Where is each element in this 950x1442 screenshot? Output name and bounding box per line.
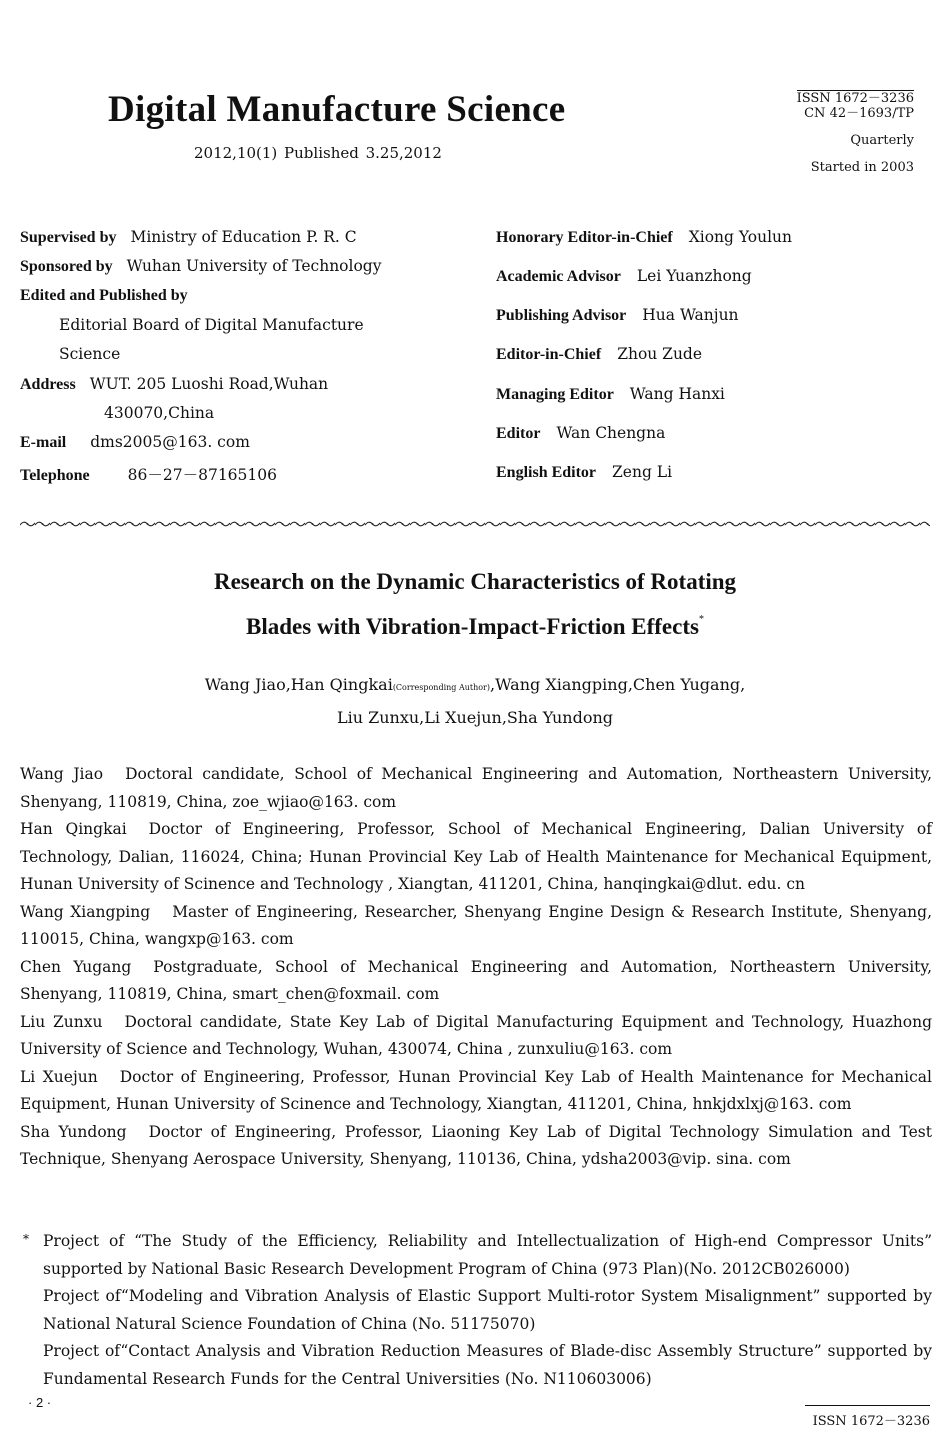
- issn: ISSN 1672－3236: [796, 91, 914, 106]
- info-edited-value-1: Editorial Board of Digital Manufacture: [59, 316, 364, 334]
- cn-number: CN 42－1693/TP: [804, 106, 914, 121]
- info-editor: Editor Wan Chengna: [496, 424, 666, 442]
- bio-entry: Wang Jiao Doctoral candidate, School of Mechanical Engineering and Automation, Northeastern University, Shenyang, 110819, China, zoe_wjiao@163. com: [20, 765, 933, 811]
- corresponding-author-note: (Corresponding Author): [392, 683, 491, 692]
- article-title-line-1: Research on the Dynamic Characteristics of Rotating: [213, 569, 737, 594]
- info-supervised: Supervised by Ministry of Education P. R. C: [20, 228, 357, 246]
- info-english-editor: English Editor Zeng Li: [496, 463, 673, 481]
- info-address-line2: 430070,China: [104, 404, 215, 422]
- start-year: Started in 2003: [810, 160, 914, 175]
- author-line-2: Liu Zunxu,Li Xuejun,Sha Yundong: [336, 708, 613, 727]
- frequency: Quarterly: [850, 133, 914, 148]
- info-managing-editor: Managing Editor Wang Hanxi: [496, 385, 725, 403]
- info-edited: Edited and Published by: [20, 287, 188, 304]
- bio-entry: Chen Yugang Postgraduate, School of Mechanical Engineering and Automation, Northeastern University, Shenyang, 110819, China, smart_chen@foxmail. com: [20, 957, 932, 1003]
- info-email: E-mail dms2005@163. com: [20, 433, 250, 451]
- page-number: · 2 ·: [28, 1395, 52, 1410]
- info-academic-advisor: Academic Advisor Lei Yuanzhong: [496, 267, 752, 285]
- bio-entry: Han Qingkai Doctor of Engineering, Professor, School of Mechanical Engineering, Dalian University of Technology, Dalian, 116024, China; Hunan Provincial Key Lab of Health Maintenance for Mechanical Equipment, Hunan University of Scinence and Technology , Xiangtan, 411201, China, hanqingkai@dlut. edu. cn: [20, 820, 933, 893]
- author-line-1: Wang Jiao,Han Qingkai(Corresponding Author),Wang Xiangping,Chen Yugang,: [204, 675, 746, 694]
- issue-line: 2012,10(1) Published 3.25,2012: [194, 144, 442, 162]
- footer-issn: ISSN 1672－3236: [805, 1405, 930, 1429]
- title-footnote-mark: *: [698, 614, 704, 625]
- bio-entry: Li Xuejun Doctor of Engineering, Professor, Hunan Provincial Key Lab of Health Maintenance for Mechanical Equipment, Hunan University of Scinence and Technology, Xiangtan, 411201, China, hnkjdxlxj@163. com: [20, 1067, 932, 1113]
- footnote: Project of“Modeling and Vibration Analysis of Elastic Support Multi-rotor System Misalignment” supported by National Natural Science Foundation of China (No. 51175070): [43, 1287, 932, 1333]
- info-edited-value-2: Science: [59, 345, 121, 363]
- project-footnotes: [20, 1228, 932, 1393]
- info-honorary-editor: Honorary Editor-in-Chief Xiong Youlun: [496, 228, 793, 246]
- footnote: Project of“Contact Analysis and Vibration Reduction Measures of Blade-disc Assembly Structure” supported by Fundamental Research Funds for the Central Universities (No. N110603006): [43, 1342, 932, 1388]
- footnote: * Project of “The Study of the Efficiency, Reliability and Intellectualization of High-end Compressor Units” supported by National Basic Research Development Program of China (973 Plan)(No. 2012CB026000): [20, 1228, 932, 1283]
- info-publishing-advisor: Publishing Advisor Hua Wanjun: [496, 306, 739, 324]
- ornamental-divider: [20, 519, 930, 529]
- bio-entry: Sha Yundong Doctor of Engineering, Professor, Liaoning Key Lab of Digital Technology Simulation and Test Technique, Shenyang Aerospace University, Shenyang, 110136, China, ydsha2003@vip. sina. com: [20, 1122, 932, 1168]
- author-list: [0, 670, 950, 733]
- journal-title: Digital Manufacture Science: [108, 89, 566, 130]
- bio-entry: Liu Zunxu Doctoral candidate, State Key Lab of Digital Manufacturing Equipment and Technology, Huazhong University of Science and Technology, Wuhan, 430074, China , zunxuliu@163. com: [20, 1012, 932, 1058]
- info-sponsored: Sponsored by Wuhan University of Technology: [20, 257, 382, 275]
- article-title: [0, 563, 950, 646]
- article-title-line-2: Blades with Vibration-Impact-Friction Effects*: [246, 614, 704, 639]
- issn-box: [797, 90, 914, 175]
- author-biographies: [20, 761, 932, 1174]
- info-address: Address WUT. 205 Luoshi Road,Wuhan: [20, 375, 329, 393]
- info-editor-in-chief: Editor-in-Chief Zhou Zude: [496, 345, 703, 363]
- info-telephone: Telephone 86－27－87165106: [20, 466, 277, 484]
- footnote-star: *: [23, 1232, 29, 1246]
- bio-entry: Wang Xiangping Master of Engineering, Researcher, Shenyang Engine Design & Research Institute, Shenyang, 110015, China, wangxp@163. com: [20, 902, 932, 948]
